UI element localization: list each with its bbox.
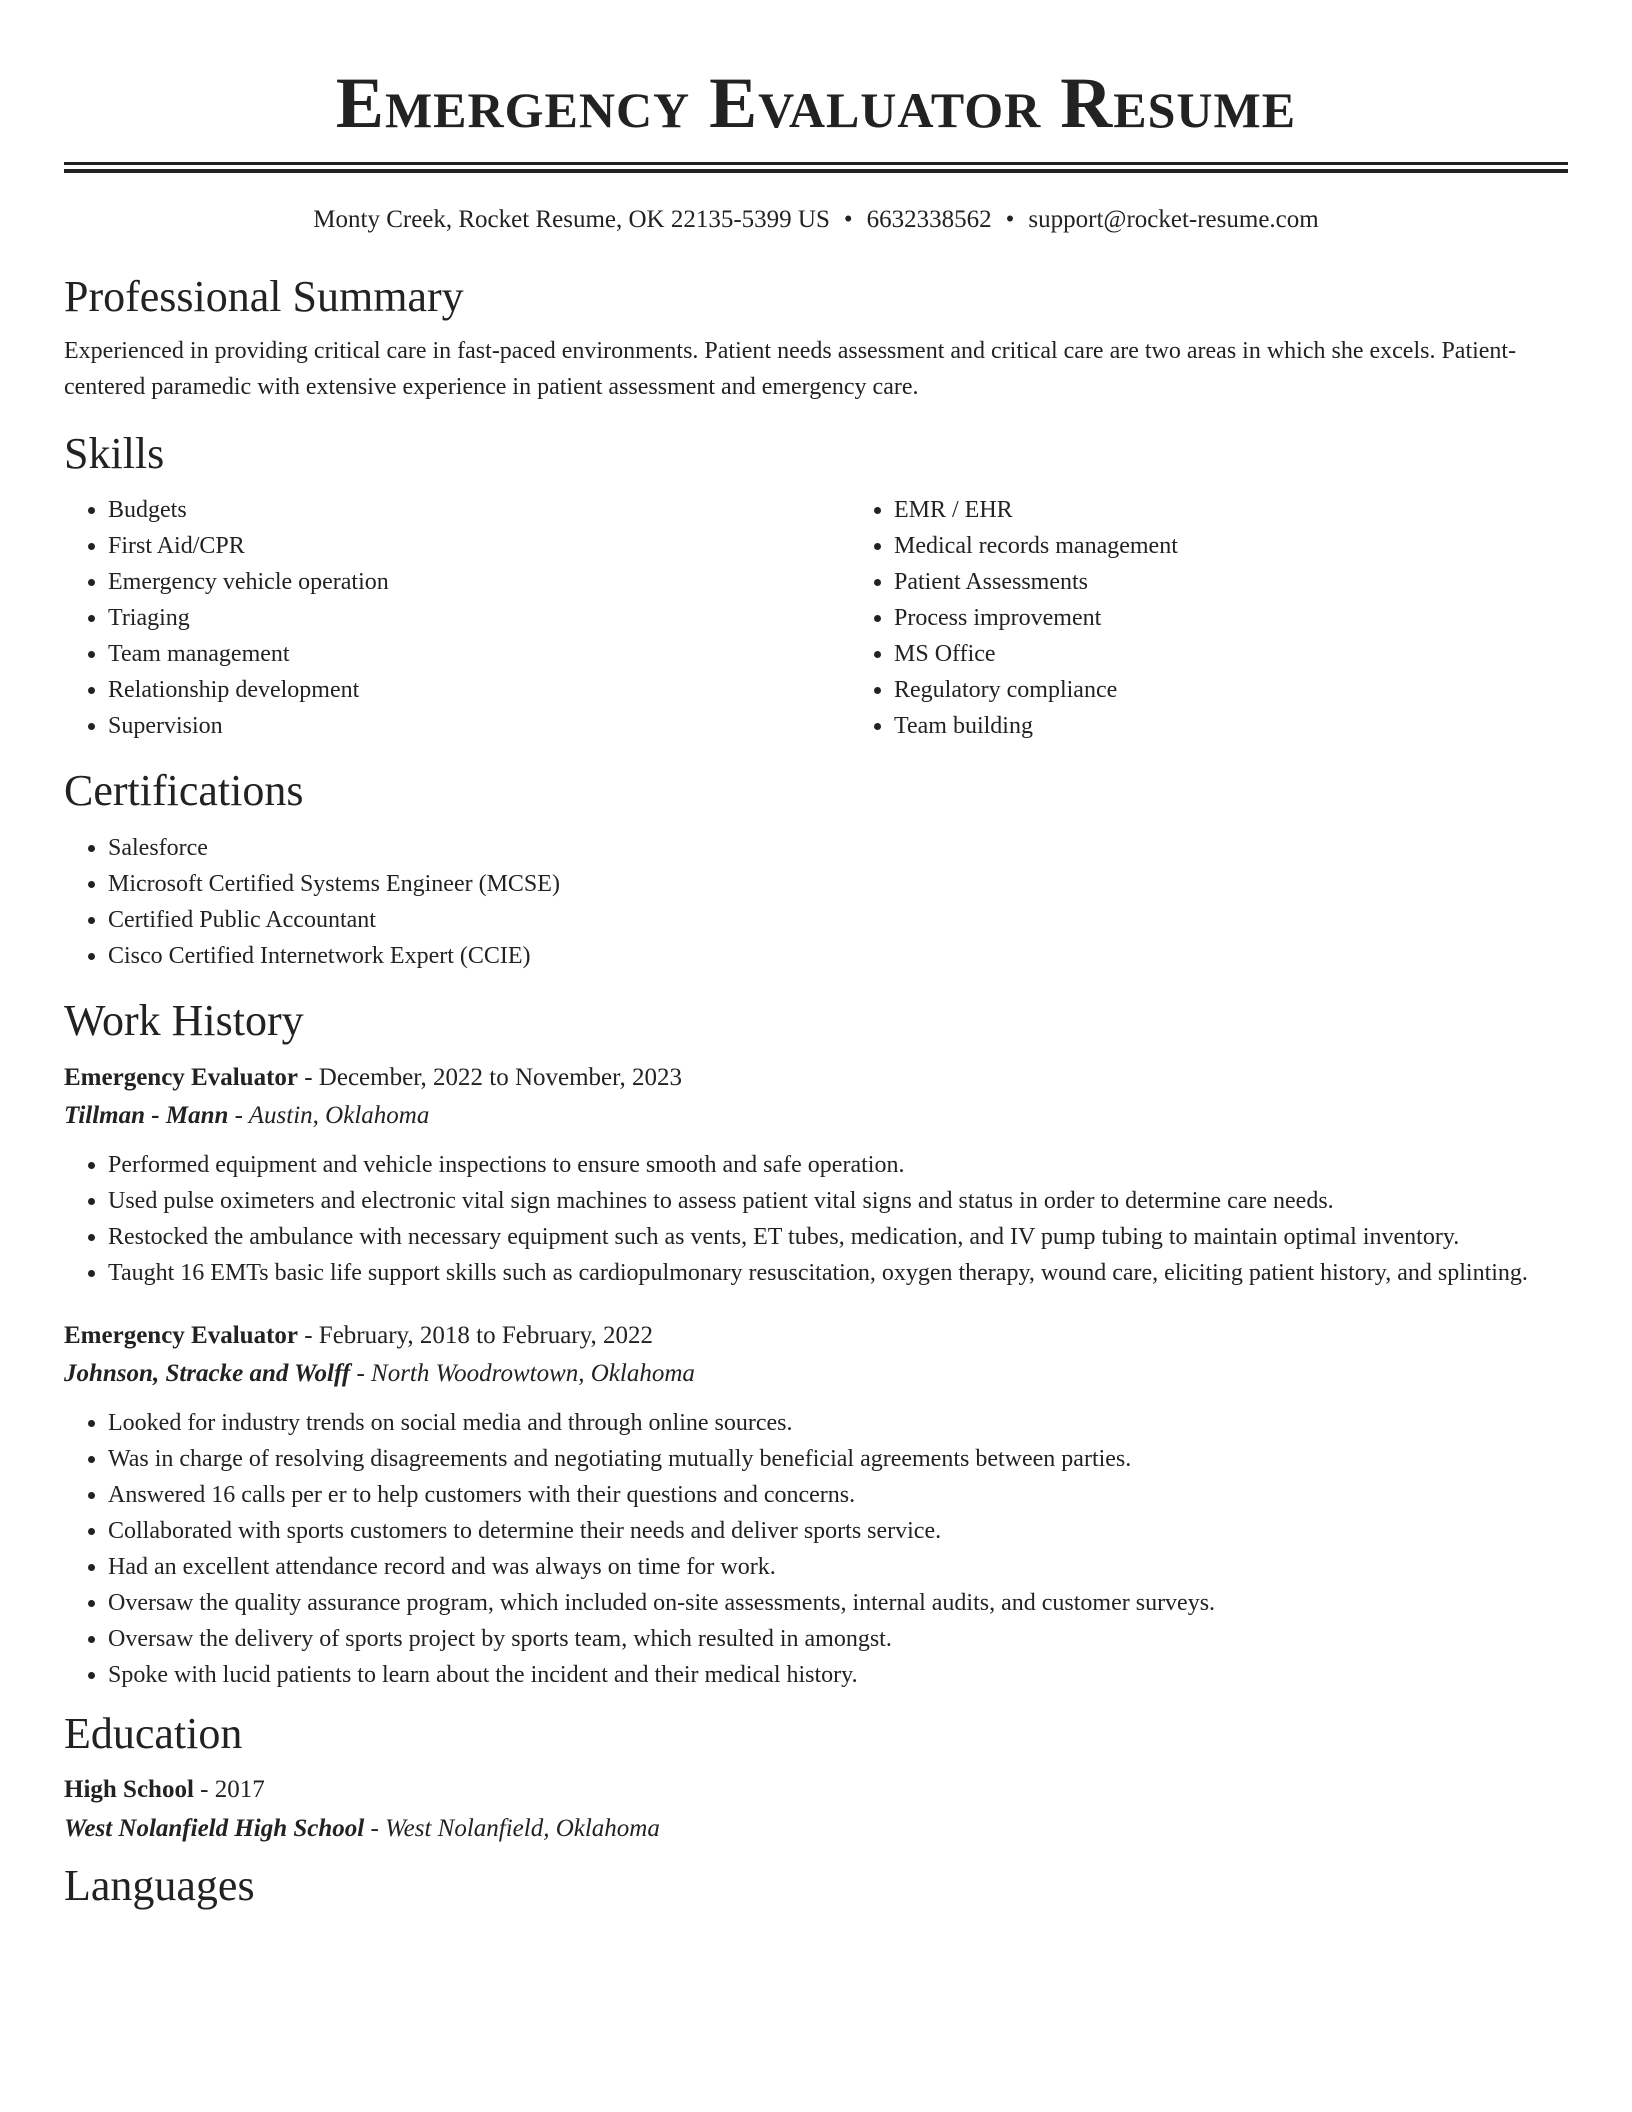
job-entry xyxy=(64,1317,1568,1693)
summary-section xyxy=(64,270,1568,405)
contact-separator: • xyxy=(843,206,853,233)
job-bullet: • Looked for industry trends on social media and through online sources. xyxy=(108,1405,1568,1441)
job-bullets xyxy=(64,1405,1568,1693)
education-location: - West Nolanfield, Oklahoma xyxy=(364,1815,660,1842)
job-bullet: • Was in charge of resolving disagreements and negotiating mutually beneficial agreements between parties. xyxy=(108,1441,1568,1477)
job-dates: - December, 2022 to November, 2023 xyxy=(297,1064,682,1091)
education-year: - 2017 xyxy=(193,1776,265,1803)
skill-item: • Team management xyxy=(108,636,850,672)
contact-line xyxy=(64,203,1568,237)
job-bullet: • Taught 16 EMTs basic life support skills such as cardiopulmonary resuscitation, oxygen therapy, wound care, eliciting patient history, and splinting. xyxy=(108,1255,1568,1291)
skill-item: • Team building xyxy=(894,708,1568,744)
skills-list-right xyxy=(850,492,1568,744)
contact-phone: 6632338562 xyxy=(866,206,992,233)
languages-section xyxy=(64,1859,1568,1913)
contact-email: support@rocket-resume.com xyxy=(1028,206,1319,233)
contact-address: Monty Creek, Rocket Resume, OK 22135-5399 US xyxy=(313,206,830,233)
job-company: Tillman - Mann xyxy=(64,1102,229,1129)
summary-text: Experienced in providing critical care in fast-paced environments. Patient needs assessment and critical care are two areas in which she excels. Patient-centered paramedic with extensive experience in patient assessment and emergency care. xyxy=(64,338,1517,400)
skill-item: • Emergency vehicle operation xyxy=(108,564,850,600)
skill-item: • Process improvement xyxy=(894,600,1568,636)
skills-heading: Skills xyxy=(64,429,165,478)
job-bullet: • Oversaw the quality assurance program, which included on-site assessments, internal audits, and customer surveys. xyxy=(108,1585,1568,1621)
certification-item: • Salesforce xyxy=(108,830,1568,866)
education-degree-line xyxy=(64,1771,1568,1809)
education-heading: Education xyxy=(64,1709,243,1758)
education-section xyxy=(64,1707,1568,1849)
skill-item: • Medical records management xyxy=(894,528,1568,564)
job-bullet: • Had an excellent attendance record and was always on time for work. xyxy=(108,1549,1568,1585)
languages-heading: Languages xyxy=(64,1861,255,1910)
skill-item: • EMR / EHR xyxy=(894,492,1568,528)
certification-item: • Certified Public Accountant xyxy=(108,902,1568,938)
skill-item: • Budgets xyxy=(108,492,850,528)
skill-item: • Regulatory compliance xyxy=(894,672,1568,708)
skills-section xyxy=(64,427,1568,744)
skill-item: • Relationship development xyxy=(108,672,850,708)
job-bullet: • Used pulse oximeters and electronic vital sign machines to assess patient vital signs and status in order to determine care needs. xyxy=(108,1183,1568,1219)
skill-item: • First Aid/CPR xyxy=(108,528,850,564)
work-history-section xyxy=(64,994,1568,1693)
job-bullets xyxy=(64,1147,1568,1291)
job-bullet: • Answered 16 calls per er to help customers with their questions and concerns. xyxy=(108,1477,1568,1513)
job-dates: - February, 2018 to February, 2022 xyxy=(297,1322,654,1349)
job-company: Johnson, Stracke and Wolff xyxy=(64,1360,351,1387)
job-company-line xyxy=(64,1097,1568,1135)
contact-separator: • xyxy=(1005,206,1015,233)
education-school-line xyxy=(64,1809,1568,1849)
title-divider xyxy=(64,162,1568,173)
job-bullet: • Oversaw the delivery of sports project by sports team, which resulted in amongst. xyxy=(108,1621,1568,1657)
job-bullet: • Spoke with lucid patients to learn about the incident and their medical history. xyxy=(108,1657,1568,1693)
job-title-line xyxy=(64,1317,1568,1355)
job-title-line xyxy=(64,1059,1568,1097)
summary-heading: Professional Summary xyxy=(64,272,464,321)
certification-item: • Microsoft Certified Systems Engineer (MCSE) xyxy=(108,866,1568,902)
job-title: Emergency Evaluator xyxy=(64,1322,298,1349)
certifications-list xyxy=(64,830,1568,974)
education-school: West Nolanfield High School xyxy=(64,1815,365,1842)
certifications-section xyxy=(64,764,1568,974)
job-bullet: • Performed equipment and vehicle inspections to ensure smooth and safe operation. xyxy=(108,1147,1568,1183)
job-location: - North Woodrowtown, Oklahoma xyxy=(350,1360,695,1387)
skill-item: • Supervision xyxy=(108,708,850,744)
job-title: Emergency Evaluator xyxy=(64,1064,298,1091)
work-history-heading: Work History xyxy=(64,996,304,1045)
skill-item: • MS Office xyxy=(894,636,1568,672)
job-bullet: • Restocked the ambulance with necessary equipment such as vents, ET tubes, medication, and IV pump tubing to maintain optimal inventory. xyxy=(108,1219,1568,1255)
certifications-heading: Certifications xyxy=(64,766,304,815)
job-company-line xyxy=(64,1355,1568,1393)
job-location: - Austin, Oklahoma xyxy=(228,1102,430,1129)
skill-item: • Patient Assessments xyxy=(894,564,1568,600)
certification-item: • Cisco Certified Internetwork Expert (CCIE) xyxy=(108,938,1568,974)
resume-title: Emergency Evaluator Resume xyxy=(335,63,1297,143)
job-bullet: • Collaborated with sports customers to determine their needs and deliver sports service. xyxy=(108,1513,1568,1549)
skill-item: • Triaging xyxy=(108,600,850,636)
job-entry xyxy=(64,1059,1568,1291)
skills-list-left xyxy=(64,492,850,744)
skills-columns xyxy=(64,492,1568,744)
education-degree: High School xyxy=(64,1776,194,1803)
